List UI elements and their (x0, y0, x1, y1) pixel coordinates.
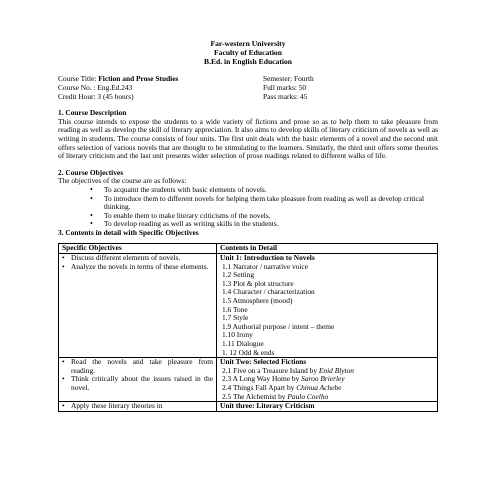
list-item: • To acquaint the students with basic elements of novels. (104, 186, 438, 195)
list-item: • To develop reading as well as writing skills in the students. (104, 220, 438, 229)
document-header (58, 40, 438, 66)
section-title-description: 1. Course Description (58, 108, 127, 118)
column-header-contents: Contents in Detail (217, 244, 438, 254)
specific-objective: • Think critically about the issues raised in the novel. (62, 375, 213, 392)
pass-marks: Pass marks: 45 (263, 91, 308, 101)
unit-title: Unit Two: Selected Fictions (220, 357, 307, 367)
author-name: Enid Blyton (318, 365, 354, 375)
program-name: B.Ed. in English Education (204, 56, 292, 66)
credit-hour: Credit Hour: 3 (45 hours) (58, 91, 134, 101)
content-item: 1.6 Tone (222, 304, 248, 314)
column-header-specific-objectives: Specific Objectives (59, 244, 217, 254)
table-cell (217, 358, 438, 402)
objectives-list (58, 186, 438, 229)
course-description-text: This course intends to expose the students to a wide variety of fictions and prose so as to help them to take pleasure from reading as well as develop the skill of literary appreciation. It also aims to develop skills of literary criticism of novels as well as writing in students. The course consists of four units. The first unit deals with the basic elements of a novel and the second unit offers selection of various novels that are thought to be stimulating to the learners. Similarly, the third unit offers some theories of literary criticism and the last unit presents wider selection of prose readings related to different walks of life. (58, 116, 438, 161)
full-marks: Full marks: 50 (263, 82, 307, 92)
table-cell (59, 402, 217, 412)
contents-table (58, 243, 438, 411)
course-info (58, 75, 438, 101)
author-name: Saroo Brierley (301, 374, 345, 384)
course-no: Course No. : Eng.Ed.243 (58, 82, 133, 92)
content-item: 1.11 Dialogue (222, 339, 264, 349)
table-cell (217, 402, 438, 412)
content-item: 1.1 Narrator / narrative voice (222, 261, 308, 271)
section-title-objectives: 2. Course Objectives (58, 167, 124, 177)
university-name: Far-western University (210, 39, 286, 48)
table-row (59, 254, 438, 358)
content-item: 1.9 Authorial purpose / intent – theme (222, 321, 335, 331)
content-item: 1. 12 Odd & ends (222, 347, 275, 357)
unit-title: Unit three: Literary Criticism (220, 401, 315, 411)
unit-title: Unit 1: Introduction to Novels (220, 253, 315, 263)
semester: Semester: Fourth (263, 74, 314, 84)
course-title: Course Title: Fiction and Prose Studies (58, 74, 179, 84)
content-item: 2.3 A Long Way Home by Saroo Brierley (222, 374, 345, 384)
content-item: 1.2 Setting (222, 270, 255, 280)
content-item: 2.4 Things Fall Apart by Chinua Achebe (222, 382, 342, 392)
table-cell (59, 254, 217, 358)
table-cell (59, 358, 217, 402)
content-item: 1.3 Plot & plot structure (222, 278, 294, 288)
faculty-name: Faculty of Education (214, 47, 282, 57)
table-row (59, 358, 438, 402)
table-cell (217, 254, 438, 358)
table-row (59, 402, 438, 412)
content-item: 1.5 Atmosphere (mood) (222, 296, 293, 306)
content-item: 1.10 Irony (222, 330, 253, 340)
content-item: 2.1 Five on a Treasure Island by Enid Blyton (222, 365, 354, 375)
content-item: 2.5 The Alchemist by Paulo Coelho (222, 391, 329, 401)
specific-objective: • Discuss different elements of novels. (62, 254, 213, 263)
objectives-intro: The objectives of the course are as follows: (58, 176, 187, 186)
section-title-contents: 3. Contents in detail with Specific Objectives (58, 227, 199, 237)
content-item: 1.7 Style (222, 313, 249, 323)
document-page (58, 40, 438, 412)
author-name: Paulo Coelho (287, 391, 329, 401)
list-item: • To enable them to make literary criticisms of the novels. (104, 212, 438, 221)
specific-objective: • Apply these literary theories in (62, 402, 213, 411)
specific-objective: • Read the novels and take pleasure from reading. (62, 358, 213, 375)
author-name: Chinua Achebe (296, 382, 342, 392)
list-item: • To introduce them to different novels for helping them take pleasure from reading as well as develop critical thinking. (104, 195, 438, 212)
specific-objective: • Analyze the novels in terms of these elements. (62, 263, 213, 272)
content-item: 1.4 Character / characterization (222, 287, 315, 297)
course-title-value: Fiction and Prose Studies (98, 74, 179, 84)
